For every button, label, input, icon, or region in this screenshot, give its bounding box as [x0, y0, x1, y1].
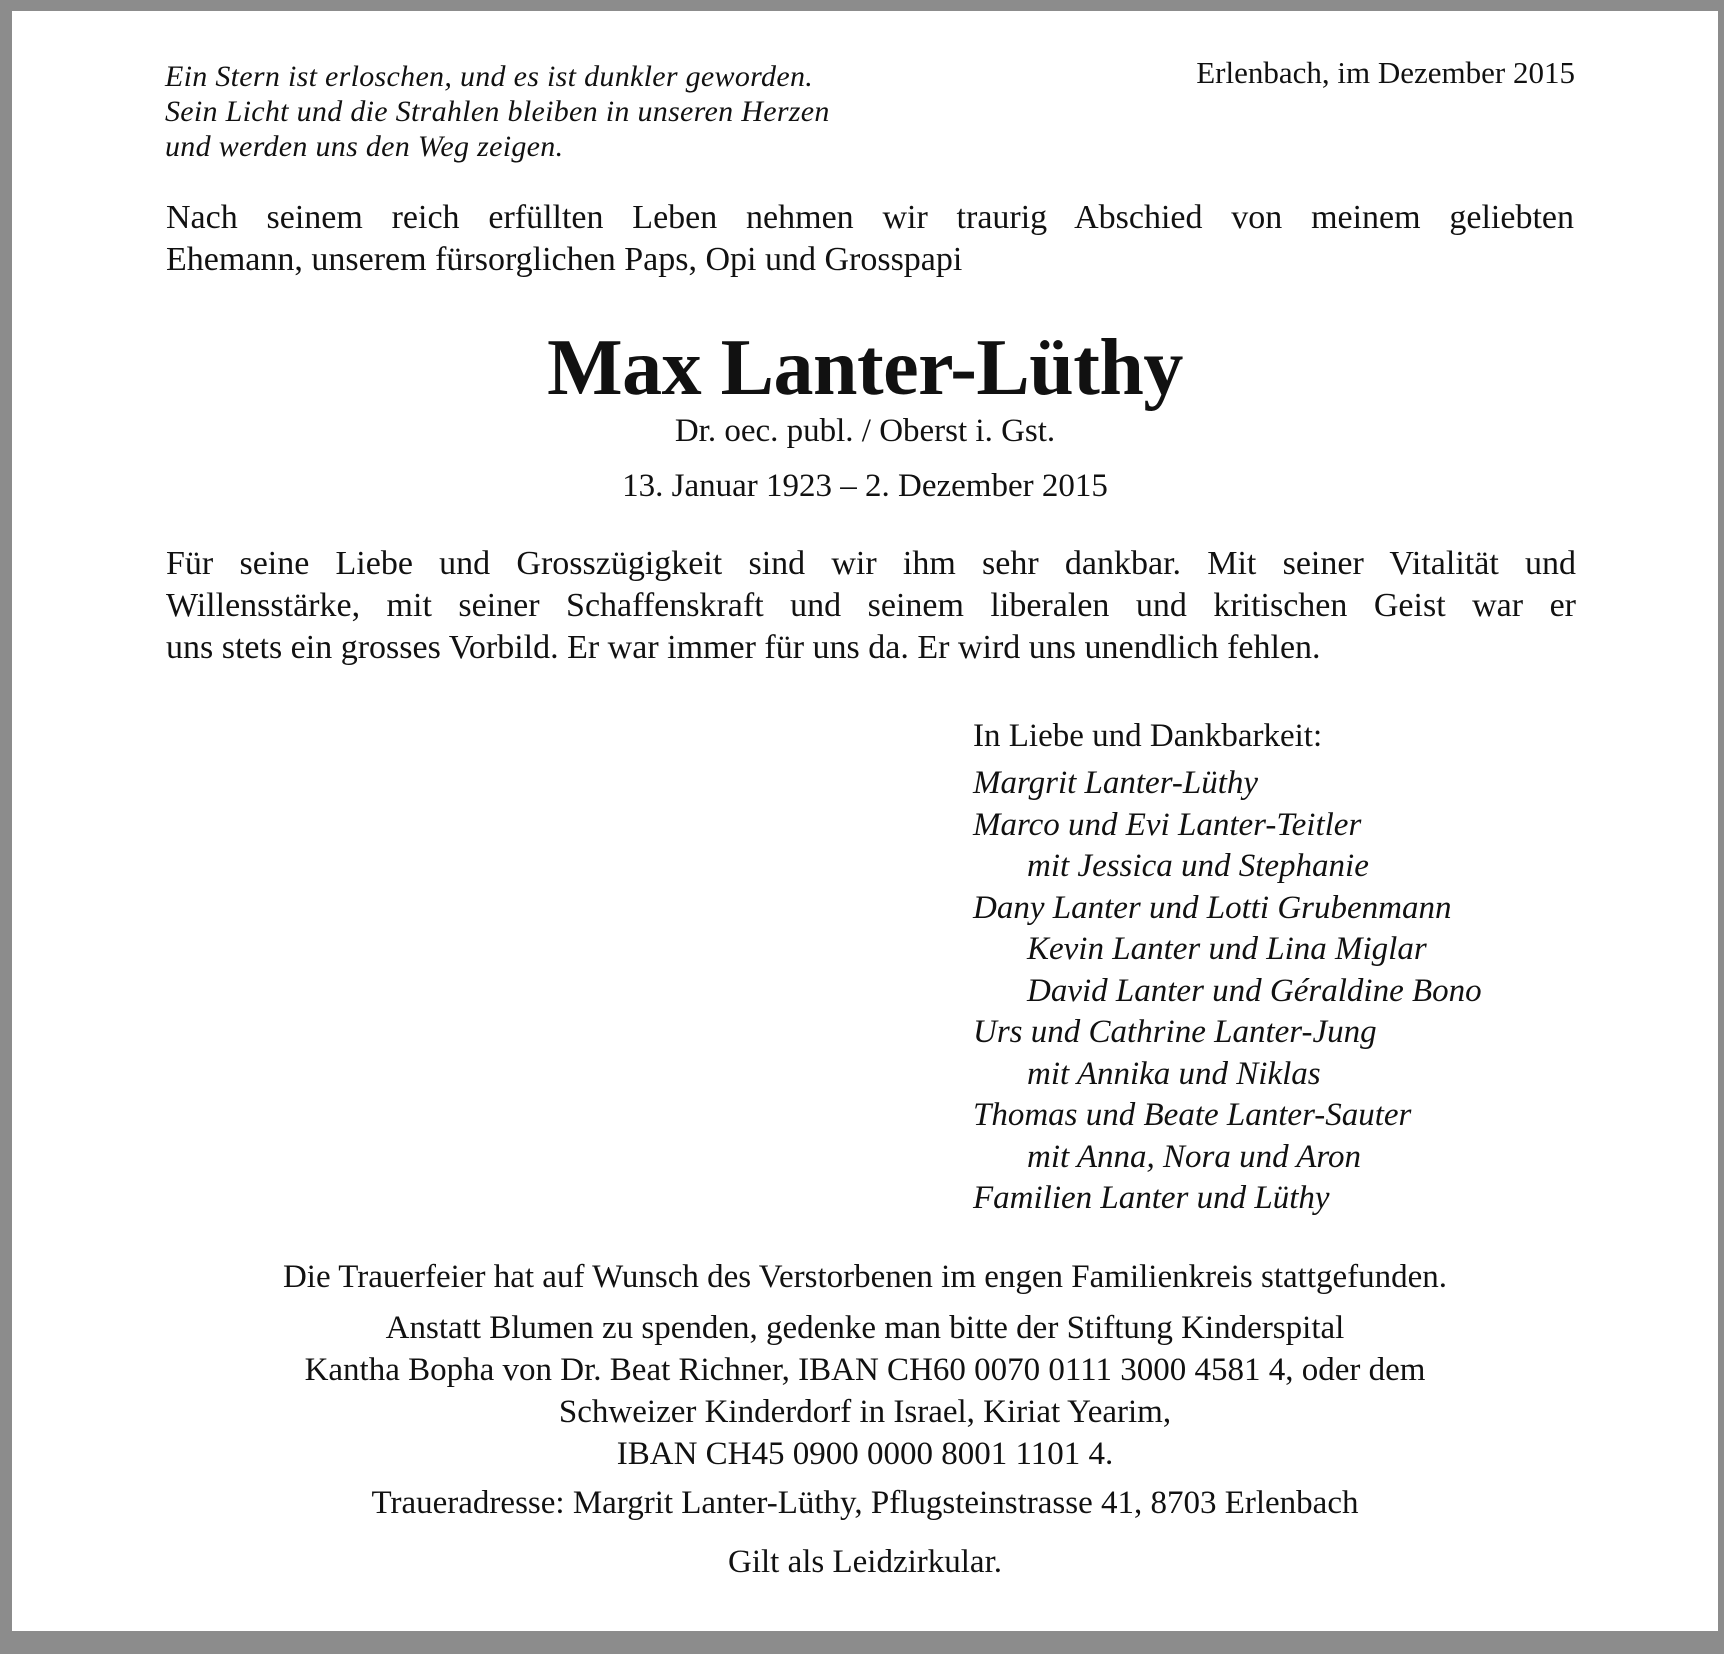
family-member-children: Kevin Lanter und Lina Miglar: [1027, 931, 1427, 967]
ceremony-note: Die Trauerfeier hat auf Wunsch des Verstorbenen im engen Familienkreis stattgefunden.: [282, 1259, 1448, 1295]
tribute-line: uns stets ein grosses Vorbild. Er war immer für uns da. Er wird uns unendlich fehlen.: [166, 629, 1321, 666]
tribute-line: Für seine Liebe und Grosszügigkeit sind wir ihm sehr dankbar. Mit seiner Vitalität und: [166, 545, 1576, 582]
motto-line: Sein Licht und die Strahlen bleiben in unseren Herzen: [165, 95, 830, 128]
family-member: Margrit Lanter-Lüthy: [973, 765, 1259, 801]
motto-line: Ein Stern ist erloschen, und es ist dunkler geworden.: [165, 60, 814, 93]
donation-note: [12, 1307, 1718, 1475]
family-member-children: mit Anna, Nora und Aron: [1027, 1138, 1362, 1175]
intro-line: Nach seinem reich erfüllten Leben nehmen wir traurig Abschied von meinem geliebten: [166, 199, 1574, 236]
intro-paragraph: [166, 197, 1574, 281]
family-member-children: mit Jessica und Stephanie: [1027, 848, 1369, 884]
family-member-children: David Lanter und Géraldine Bono: [1027, 972, 1482, 1009]
family-member-children: mit Annika und Niklas: [1027, 1055, 1321, 1092]
donation-line: Schweizer Kinderdorf in Israel, Kiriat Yearim,: [558, 1394, 1172, 1430]
motto-line: und werden uns den Weg zeigen.: [165, 130, 564, 163]
family-member: Thomas und Beate Lanter-Sauter: [973, 1097, 1412, 1133]
mourning-address: Traueradresse: Margrit Lanter-Lüthy, Pflugsteinstrasse 41, 8703 Erlenbach: [371, 1485, 1359, 1521]
signoff: In Liebe und Dankbarkeit:: [973, 718, 1323, 754]
life-dates: 13. Januar 1923 – 2. Dezember 2015: [622, 468, 1108, 504]
family-list: [973, 763, 1482, 1220]
deceased-titles: Dr. oec. publ. / Oberst i. Gst.: [674, 413, 1056, 449]
donation-line: Anstatt Blumen zu spenden, gedenke man bitte der Stiftung Kinderspital: [385, 1310, 1345, 1346]
family-member: Familien Lanter und Lüthy: [973, 1180, 1330, 1216]
obituary-notice: [12, 11, 1718, 1631]
intro-line: Ehemann, unserem fürsorglichen Paps, Opi und Grosspapi: [166, 241, 963, 278]
place-date: Erlenbach, im Dezember 2015: [1196, 55, 1575, 90]
donation-line: IBAN CH45 0900 0000 8001 1101 4.: [616, 1436, 1114, 1472]
tribute-line: Willensstärke, mit seiner Schaffenskraft und seinem liberalen und kritischen Geist war er: [166, 587, 1576, 624]
circular-note: Gilt als Leidzirkular.: [727, 1544, 1002, 1580]
donation-line: Kantha Bopha von Dr. Beat Richner, IBAN CH60 0070 0111 3000 4581 4, oder dem: [304, 1352, 1426, 1388]
tribute-paragraph: [166, 543, 1576, 669]
motto-poem: [165, 59, 830, 164]
family-member: Dany Lanter und Lotti Grubenmann: [973, 889, 1452, 926]
deceased-name: Max Lanter-Lüthy: [547, 324, 1183, 412]
family-member: Urs und Cathrine Lanter-Jung: [973, 1014, 1377, 1050]
family-member: Marco und Evi Lanter-Teitler: [973, 806, 1362, 843]
